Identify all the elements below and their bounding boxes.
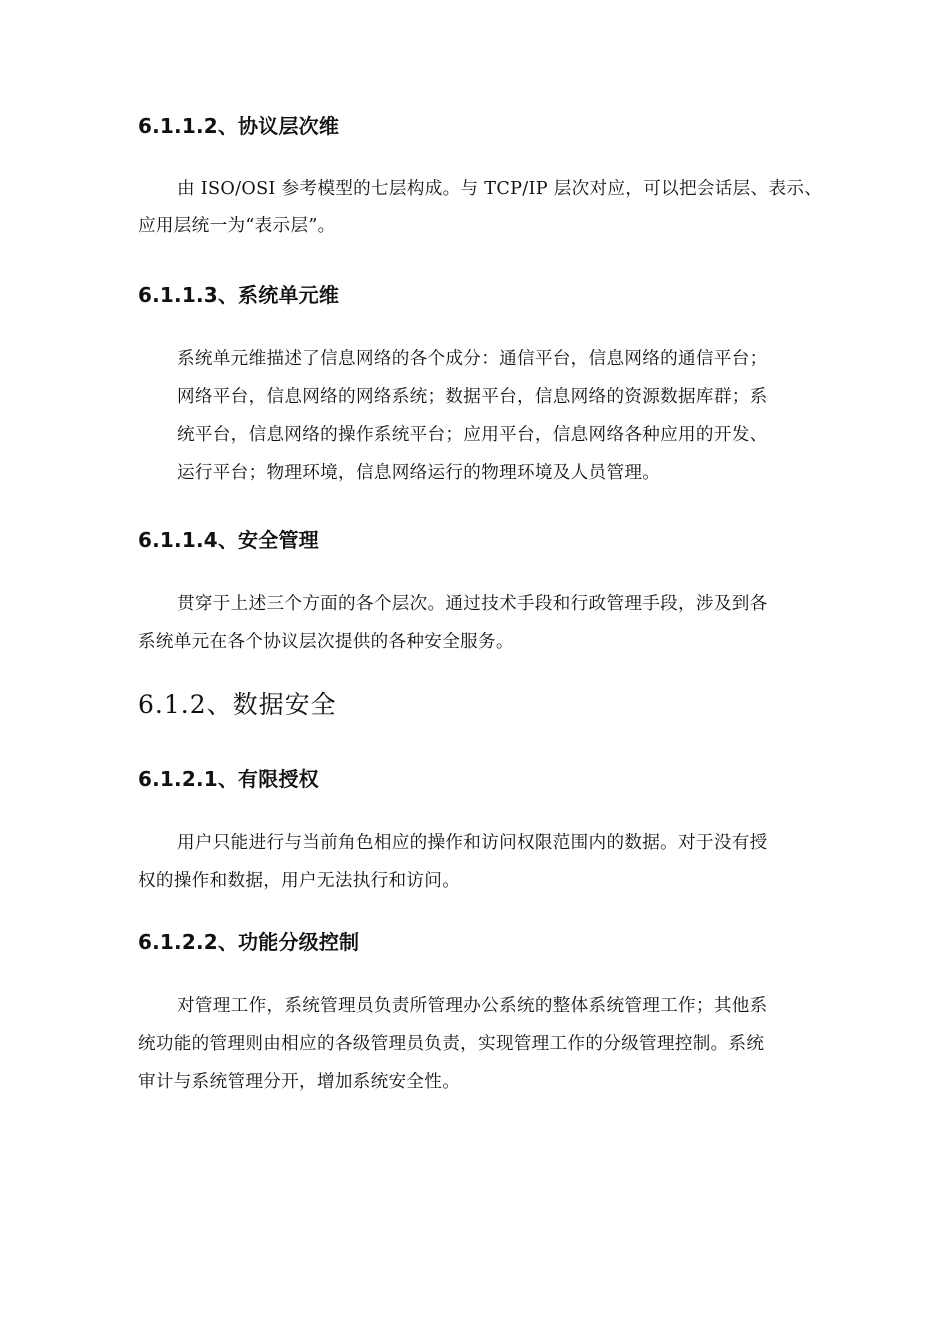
paragraph-line: 由 ISO/OSI 参考模型的七层构成。与 TCP/IP 层次对应，可以把会话层、表示、 [177,179,823,199]
paragraph-line: 用户只能进行与当前角色相应的操作和访问权限范围内的数据。对于没有授 [177,833,768,853]
paragraph-line: 应用层统一为“表示层”。 [138,216,336,236]
paragraph-line: 统平台，信息网络的操作系统平台；应用平台，信息网络各种应用的开发、 [177,425,768,445]
paragraph-line: 审计与系统管理分开，增加系统安全性。 [138,1072,461,1092]
paragraph-line: 系统单元在各个协议层次提供的各种安全服务。 [138,632,514,652]
section-heading-system-unit: 6.1.1.3、系统单元维 [138,283,340,307]
paragraph-line: 贯穿于上述三个方面的各个层次。通过技术手段和行政管理手段，涉及到各 [177,594,768,614]
section-heading-limited-authorization: 6.1.2.1、有限授权 [138,767,319,791]
paragraph-line: 运行平台；物理环境，信息网络运行的物理环境及人员管理。 [177,463,661,483]
section-heading-protocol-layer: 6.1.1.2、协议层次维 [138,114,340,138]
paragraph-line: 网络平台，信息网络的网络系统；数据平台，信息网络的资源数据库群；系 [177,387,768,407]
paragraph-line: 系统单元维描述了信息网络的各个成分：通信平台，信息网络的通信平台； [177,349,768,369]
paragraph-line: 统功能的管理则由相应的各级管理员负责，实现管理工作的分级管理控制。系统 [138,1034,765,1054]
paragraph-line: 权的操作和数据，用户无法执行和访问。 [138,871,461,891]
major-heading-data-security: 6.1.2、数据安全 [138,690,337,719]
section-heading-security-management: 6.1.1.4、安全管理 [138,528,319,552]
section-heading-function-level-control: 6.1.2.2、功能分级控制 [138,930,360,954]
paragraph-line: 对管理工作，系统管理员负责所管理办公系统的整体系统管理工作；其他系 [177,996,768,1016]
